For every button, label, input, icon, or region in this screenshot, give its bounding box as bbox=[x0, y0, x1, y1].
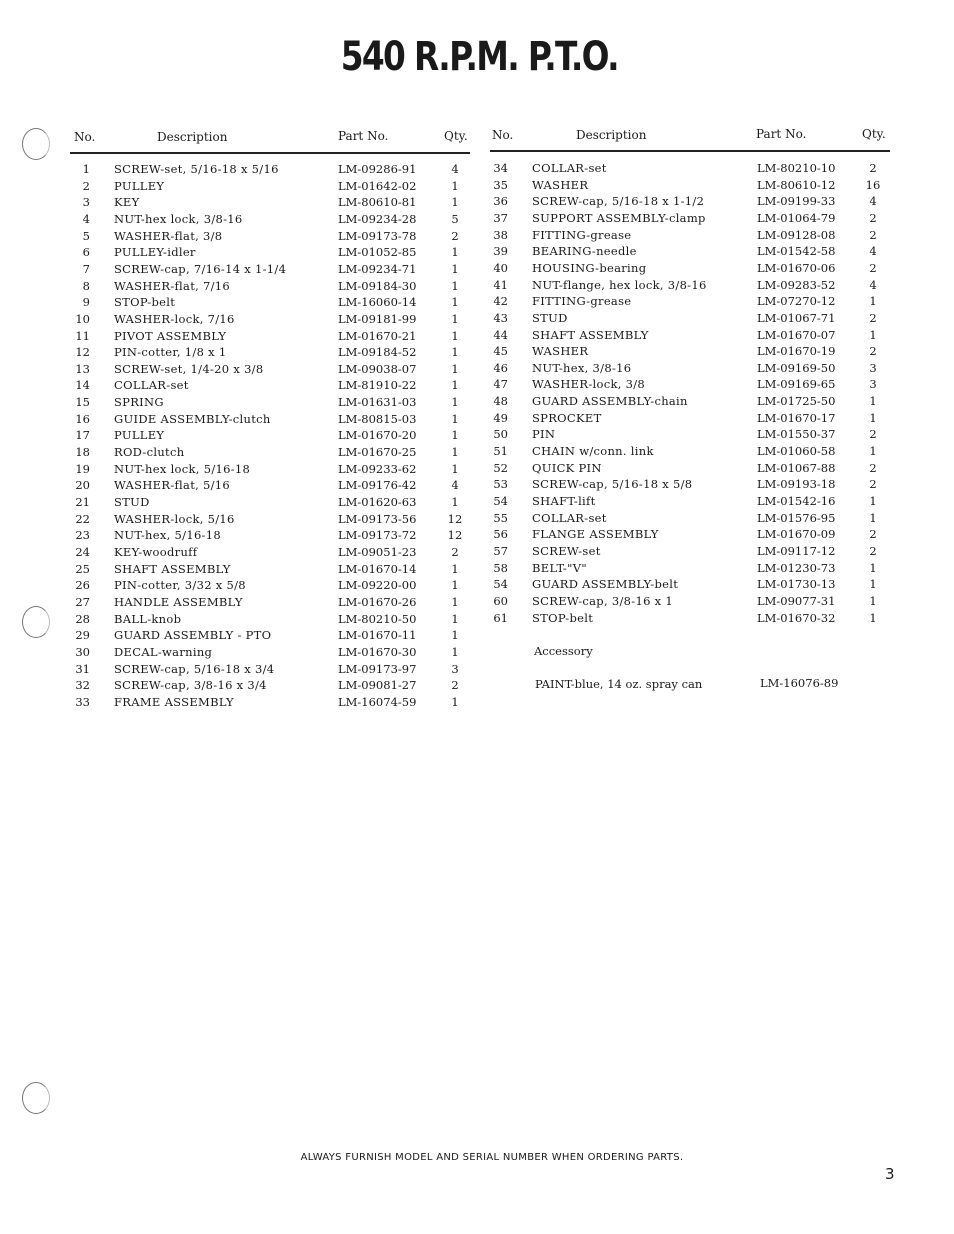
item-number: 19 bbox=[75, 461, 90, 476]
item-part-number: LM-01230-73 bbox=[757, 560, 836, 575]
item-quantity: 1 bbox=[869, 494, 877, 508]
item-part-number: LM-09169-65 bbox=[757, 377, 836, 392]
item-description: SCREW-cap, 5/16-18 x 1-1/2 bbox=[532, 194, 705, 209]
item-number: 55 bbox=[493, 510, 508, 525]
item-number: 32 bbox=[75, 678, 90, 693]
item-number: 44 bbox=[493, 327, 508, 342]
item-quantity: 1 bbox=[451, 628, 459, 643]
item-description: NUT-hex, 5/16-18 bbox=[114, 528, 221, 543]
item-part-number: LM-01052-85 bbox=[338, 245, 417, 260]
item-number: 36 bbox=[493, 194, 508, 209]
item-number: 15 bbox=[75, 395, 90, 410]
item-quantity: 1 bbox=[869, 410, 877, 425]
item-quantity: 1 bbox=[451, 361, 459, 376]
item-part-number: LM-80610-12 bbox=[757, 177, 836, 192]
item-description: DECAL-warning bbox=[114, 644, 213, 659]
item-quantity: 3 bbox=[451, 661, 459, 676]
item-number: 33 bbox=[75, 694, 90, 709]
item-quantity: 1 bbox=[451, 611, 459, 626]
item-number: 20 bbox=[75, 478, 90, 493]
item-quantity: 2 bbox=[869, 477, 877, 492]
item-part-number: LM-01670-07 bbox=[757, 327, 836, 342]
item-quantity: 1 bbox=[451, 644, 459, 659]
item-description: PULLEY-idler bbox=[114, 245, 196, 260]
item-part-number: LM-01670-25 bbox=[338, 445, 417, 460]
item-description: HANDLE ASSEMBLY bbox=[114, 594, 243, 609]
item-description: WASHER-flat, 7/16 bbox=[114, 278, 231, 293]
item-number: 30 bbox=[75, 644, 90, 659]
item-description: WASHER-lock, 5/16 bbox=[114, 511, 235, 526]
item-description: SCREW-set bbox=[532, 543, 601, 558]
item-part-number: LM-01670-11 bbox=[338, 628, 417, 643]
item-quantity: 3 bbox=[869, 377, 877, 392]
item-number: 27 bbox=[75, 594, 90, 609]
item-description: FITTING-grease bbox=[532, 294, 632, 309]
item-part-number: LM-01060-58 bbox=[757, 444, 836, 459]
item-number: 29 bbox=[75, 628, 90, 643]
item-description: NUT-hex lock, 5/16-18 bbox=[114, 461, 251, 476]
item-number: 13 bbox=[75, 361, 90, 376]
item-part-number: LM-09081-27 bbox=[338, 678, 417, 693]
item-description: SHAFT-lift bbox=[532, 494, 596, 508]
item-quantity: 1 bbox=[451, 561, 459, 576]
item-quantity: 1 bbox=[451, 495, 459, 509]
item-description: SPROCKET bbox=[532, 410, 602, 425]
item-part-number: LM-09199-33 bbox=[757, 194, 836, 209]
item-description: BALL-knob bbox=[114, 611, 182, 626]
item-number: 16 bbox=[75, 411, 90, 426]
item-number: 46 bbox=[493, 360, 508, 375]
item-quantity: 2 bbox=[869, 310, 877, 325]
item-part-number: LM-80815-03 bbox=[338, 411, 417, 426]
item-number: 47 bbox=[493, 377, 508, 392]
item-part-number: LM-01642-02 bbox=[338, 178, 417, 193]
item-quantity: 5 bbox=[451, 211, 459, 226]
item-part-number: LM-09193-18 bbox=[757, 477, 836, 492]
item-number: 11 bbox=[75, 328, 90, 343]
right-header-rule bbox=[490, 150, 890, 152]
item-quantity: 2 bbox=[869, 210, 877, 225]
item-part-number: LM-01670-19 bbox=[757, 344, 836, 359]
item-description: FITTING-grease bbox=[532, 227, 632, 242]
item-description: SCREW-cap, 7/16-14 x 1-1/4 bbox=[114, 261, 287, 276]
item-number: 24 bbox=[75, 544, 90, 559]
item-number: 53 bbox=[493, 477, 508, 492]
item-part-number: LM-80210-50 bbox=[338, 611, 417, 626]
item-quantity: 1 bbox=[451, 594, 459, 609]
item-number: 26 bbox=[75, 578, 90, 593]
item-quantity: 1 bbox=[451, 195, 459, 210]
item-number: 52 bbox=[493, 460, 508, 475]
item-number: 51 bbox=[493, 444, 508, 459]
right-header-qty: Qty. bbox=[862, 127, 886, 141]
item-number: 28 bbox=[75, 611, 90, 626]
item-part-number: LM-01670-21 bbox=[338, 328, 417, 343]
left-header-description: Description bbox=[157, 130, 228, 144]
item-number: 60 bbox=[493, 593, 508, 608]
item-number: 49 bbox=[493, 410, 508, 425]
item-part-number: LM-01670-32 bbox=[757, 610, 836, 625]
item-quantity: 1 bbox=[451, 245, 459, 260]
item-number: 34 bbox=[493, 161, 508, 175]
item-quantity: 2 bbox=[869, 227, 877, 242]
item-part-number: LM-09038-07 bbox=[338, 361, 417, 376]
item-quantity: 1 bbox=[869, 510, 877, 525]
item-number: 37 bbox=[493, 210, 508, 225]
item-part-number: LM-01067-88 bbox=[757, 460, 836, 475]
item-quantity: 1 bbox=[451, 461, 459, 476]
item-quantity: 1 bbox=[451, 311, 459, 326]
item-description: SUPPORT ASSEMBLY-clamp bbox=[532, 210, 706, 225]
item-description: HOUSING-bearing bbox=[532, 260, 647, 275]
item-part-number: LM-09184-52 bbox=[338, 345, 417, 360]
item-quantity: 1 bbox=[451, 694, 459, 709]
item-part-number: LM-01725-50 bbox=[757, 394, 836, 409]
item-number: 39 bbox=[493, 244, 508, 259]
item-quantity: 2 bbox=[869, 427, 877, 442]
item-quantity: 1 bbox=[451, 178, 459, 193]
item-description: QUICK PIN bbox=[532, 460, 602, 475]
item-part-number: LM-09173-97 bbox=[338, 661, 417, 676]
item-description: BELT-"V" bbox=[532, 560, 587, 575]
item-description: WASHER bbox=[532, 344, 589, 359]
item-quantity: 1 bbox=[869, 610, 877, 625]
item-description: COLLAR-set bbox=[532, 510, 607, 525]
item-description: SPRING bbox=[114, 395, 164, 410]
left-header-part-no: Part No. bbox=[338, 129, 389, 143]
item-part-number: LM-80610-81 bbox=[338, 195, 417, 210]
item-description: WASHER bbox=[532, 177, 589, 192]
item-quantity: 1 bbox=[869, 444, 877, 459]
item-quantity: 4 bbox=[869, 277, 877, 292]
item-quantity: 2 bbox=[451, 544, 459, 559]
item-number: 41 bbox=[493, 277, 508, 292]
item-number: 54 bbox=[493, 577, 508, 592]
item-quantity: 4 bbox=[869, 194, 877, 209]
item-number: 42 bbox=[493, 294, 508, 309]
item-quantity: 2 bbox=[869, 161, 877, 175]
item-description: BEARING-needle bbox=[532, 244, 637, 259]
item-quantity: 1 bbox=[451, 295, 459, 310]
item-number: 50 bbox=[493, 427, 508, 442]
item-part-number: LM-09173-78 bbox=[338, 228, 417, 243]
item-number: 21 bbox=[75, 495, 90, 509]
item-description: STOP-belt bbox=[114, 295, 176, 310]
item-part-number: LM-09286-91 bbox=[338, 162, 417, 176]
item-part-number: LM-09128-08 bbox=[757, 227, 836, 242]
item-description: SCREW-cap, 3/8-16 x 1 bbox=[532, 593, 674, 608]
item-description: WASHER-lock, 7/16 bbox=[114, 311, 235, 326]
item-number: 18 bbox=[75, 445, 90, 460]
right-header-part-no: Part No. bbox=[756, 127, 807, 141]
item-quantity: 1 bbox=[869, 327, 877, 342]
left-header-rule bbox=[70, 152, 470, 154]
item-description: SCREW-cap, 5/16-18 x 3/4 bbox=[114, 661, 275, 676]
item-quantity: 1 bbox=[869, 394, 877, 409]
accessory-part-number: LM-16076-89 bbox=[760, 676, 839, 690]
item-part-number: LM-01670-09 bbox=[757, 527, 836, 542]
item-description: GUARD ASSEMBLY - PTO bbox=[114, 628, 272, 643]
item-description: KEY-woodruff bbox=[114, 544, 198, 559]
item-quantity: 1 bbox=[451, 445, 459, 460]
item-number: 3 bbox=[82, 195, 90, 210]
item-number: 48 bbox=[493, 394, 508, 409]
item-description: WASHER-lock, 3/8 bbox=[532, 377, 646, 392]
item-description: GUARD ASSEMBLY-chain bbox=[532, 394, 688, 409]
item-number: 10 bbox=[75, 311, 90, 326]
item-part-number: LM-01670-06 bbox=[757, 260, 836, 275]
item-part-number: LM-01064-79 bbox=[757, 210, 836, 225]
item-number: 56 bbox=[493, 527, 508, 542]
item-quantity: 2 bbox=[869, 460, 877, 475]
item-number: 5 bbox=[82, 228, 90, 243]
item-number: 12 bbox=[75, 345, 90, 360]
item-number: 25 bbox=[75, 561, 90, 576]
item-number: 40 bbox=[493, 260, 508, 275]
item-quantity: 1 bbox=[451, 578, 459, 593]
item-description: FRAME ASSEMBLY bbox=[114, 694, 234, 709]
item-part-number: LM-09173-72 bbox=[338, 528, 417, 543]
item-description: NUT-hex, 3/8-16 bbox=[532, 360, 632, 375]
item-description: NUT-hex lock, 3/8-16 bbox=[114, 211, 243, 226]
item-description: NUT-flange, hex lock, 3/8-16 bbox=[532, 277, 707, 292]
item-quantity: 4 bbox=[451, 478, 459, 493]
item-part-number: LM-09184-30 bbox=[338, 278, 417, 293]
item-quantity: 3 bbox=[869, 360, 877, 375]
item-quantity: 1 bbox=[451, 395, 459, 410]
item-description: FLANGE ASSEMBLY bbox=[532, 527, 659, 542]
item-quantity: 4 bbox=[451, 162, 459, 176]
left-header-no: No. bbox=[74, 130, 96, 144]
item-description: STUD bbox=[532, 310, 568, 325]
item-part-number: LM-01670-17 bbox=[757, 410, 836, 425]
item-quantity: 1 bbox=[451, 328, 459, 343]
item-part-number: LM-01542-58 bbox=[757, 244, 836, 259]
item-part-number: LM-01576-95 bbox=[757, 510, 836, 525]
item-quantity: 1 bbox=[451, 411, 459, 426]
punch-hole-middle bbox=[22, 606, 50, 638]
item-number: 57 bbox=[493, 543, 508, 558]
item-description: SCREW-cap, 3/8-16 x 3/4 bbox=[114, 678, 267, 693]
item-part-number: LM-09234-71 bbox=[338, 261, 417, 276]
item-number: 45 bbox=[493, 344, 508, 359]
item-quantity: 2 bbox=[869, 260, 877, 275]
right-header-description: Description bbox=[576, 128, 647, 142]
item-description: STOP-belt bbox=[532, 610, 594, 625]
item-number: 17 bbox=[75, 428, 90, 443]
item-number: 4 bbox=[82, 211, 90, 226]
item-description: SHAFT ASSEMBLY bbox=[532, 327, 649, 342]
item-part-number: LM-01550-37 bbox=[757, 427, 836, 442]
right-header-no: No. bbox=[492, 128, 514, 142]
item-description: CHAIN w/conn. link bbox=[532, 444, 654, 459]
item-part-number: LM-16060-14 bbox=[338, 295, 417, 310]
page-number: 3 bbox=[885, 1165, 895, 1183]
punch-hole-top bbox=[22, 128, 50, 160]
item-part-number: LM-01631-03 bbox=[338, 395, 417, 410]
item-quantity: 1 bbox=[451, 428, 459, 443]
item-quantity: 1 bbox=[451, 378, 459, 393]
accessory-description: PAINT-blue, 14 oz. spray can bbox=[535, 677, 703, 691]
item-part-number: LM-81910-22 bbox=[338, 378, 417, 393]
item-quantity: 2 bbox=[869, 527, 877, 542]
item-part-number: LM-01670-26 bbox=[338, 594, 417, 609]
item-number: 43 bbox=[493, 310, 508, 325]
item-number: 2 bbox=[82, 178, 90, 193]
item-number: 61 bbox=[493, 610, 508, 625]
item-number: 58 bbox=[493, 560, 508, 575]
item-part-number: LM-09220-00 bbox=[338, 578, 417, 593]
item-quantity: 1 bbox=[869, 593, 877, 608]
item-number: 8 bbox=[82, 278, 90, 293]
item-part-number: LM-09233-62 bbox=[338, 461, 417, 476]
item-description: SCREW-cap, 5/16-18 x 5/8 bbox=[532, 477, 693, 492]
item-number: 35 bbox=[493, 177, 508, 192]
item-description: STUD bbox=[114, 495, 150, 509]
item-description: KEY bbox=[114, 195, 140, 210]
item-quantity: 2 bbox=[451, 228, 459, 243]
item-part-number: LM-01067-71 bbox=[757, 310, 836, 325]
item-description: COLLAR-set bbox=[532, 161, 607, 175]
item-description: GUARD ASSEMBLY-belt bbox=[532, 577, 679, 592]
item-number: 22 bbox=[75, 511, 90, 526]
item-part-number: LM-09077-31 bbox=[757, 593, 836, 608]
item-description: PIN-cotter, 1/8 x 1 bbox=[114, 345, 227, 360]
item-part-number: LM-01730-13 bbox=[757, 577, 836, 592]
item-number: 1 bbox=[82, 162, 90, 176]
item-part-number: LM-01542-16 bbox=[757, 494, 836, 508]
item-description: WASHER-flat, 3/8 bbox=[114, 228, 223, 243]
item-quantity: 16 bbox=[865, 177, 881, 192]
item-description: ROD-clutch bbox=[114, 445, 185, 460]
item-description: GUIDE ASSEMBLY-clutch bbox=[114, 411, 271, 426]
item-description: SCREW-set, 5/16-18 x 5/16 bbox=[114, 162, 279, 176]
item-description: COLLAR-set bbox=[114, 378, 189, 393]
item-number: 9 bbox=[82, 295, 90, 310]
ordering-note: ALWAYS FURNISH MODEL AND SERIAL NUMBER WHEN ORDERING PARTS. bbox=[300, 1152, 684, 1163]
item-part-number: LM-80210-10 bbox=[757, 161, 836, 175]
item-number: 14 bbox=[75, 378, 90, 393]
item-description: SHAFT ASSEMBLY bbox=[114, 561, 231, 576]
item-description: WASHER-flat, 5/16 bbox=[114, 478, 231, 493]
item-part-number: LM-01620-63 bbox=[338, 495, 417, 509]
item-quantity: 12 bbox=[447, 528, 463, 543]
item-quantity: 2 bbox=[869, 344, 877, 359]
item-number: 7 bbox=[82, 261, 90, 276]
punch-hole-bottom bbox=[22, 1082, 50, 1114]
item-part-number: LM-01670-30 bbox=[338, 644, 417, 659]
item-part-number: LM-09117-12 bbox=[757, 543, 836, 558]
item-description: SCREW-set, 1/4-20 x 3/8 bbox=[114, 361, 264, 376]
item-part-number: LM-09173-56 bbox=[338, 511, 417, 526]
accessory-heading: Accessory bbox=[534, 644, 593, 658]
item-description: PULLEY bbox=[114, 428, 165, 443]
item-part-number: LM-01670-20 bbox=[338, 428, 417, 443]
item-number: 23 bbox=[75, 528, 90, 543]
item-quantity: 1 bbox=[869, 294, 877, 309]
page-title: 540 R.P.M. P.T.O. bbox=[340, 34, 618, 80]
item-quantity: 1 bbox=[451, 345, 459, 360]
item-quantity: 1 bbox=[869, 560, 877, 575]
item-part-number: LM-09181-99 bbox=[338, 311, 417, 326]
item-quantity: 1 bbox=[869, 577, 877, 592]
item-part-number: LM-07270-12 bbox=[757, 294, 836, 309]
item-part-number: LM-09169-50 bbox=[757, 360, 836, 375]
item-description: PIN bbox=[532, 427, 556, 442]
item-quantity: 4 bbox=[869, 244, 877, 259]
item-part-number: LM-09051-23 bbox=[338, 544, 417, 559]
item-part-number: LM-09234-28 bbox=[338, 211, 417, 226]
item-number: 31 bbox=[75, 661, 90, 676]
left-header-qty: Qty. bbox=[444, 129, 468, 143]
item-part-number: LM-01670-14 bbox=[338, 561, 417, 576]
item-description: PIVOT ASSEMBLY bbox=[114, 328, 227, 343]
item-part-number: LM-09176-42 bbox=[338, 478, 417, 493]
item-part-number: LM-16074-59 bbox=[338, 694, 417, 709]
item-quantity: 2 bbox=[451, 678, 459, 693]
item-part-number: LM-09283-52 bbox=[757, 277, 836, 292]
item-number: 54 bbox=[493, 494, 508, 508]
item-number: 6 bbox=[82, 245, 90, 260]
item-description: PIN-cotter, 3/32 x 5/8 bbox=[114, 578, 246, 593]
item-quantity: 12 bbox=[447, 511, 463, 526]
item-quantity: 1 bbox=[451, 261, 459, 276]
item-quantity: 2 bbox=[869, 543, 877, 558]
item-number: 38 bbox=[493, 227, 508, 242]
item-description: PULLEY bbox=[114, 178, 165, 193]
item-quantity: 1 bbox=[451, 278, 459, 293]
